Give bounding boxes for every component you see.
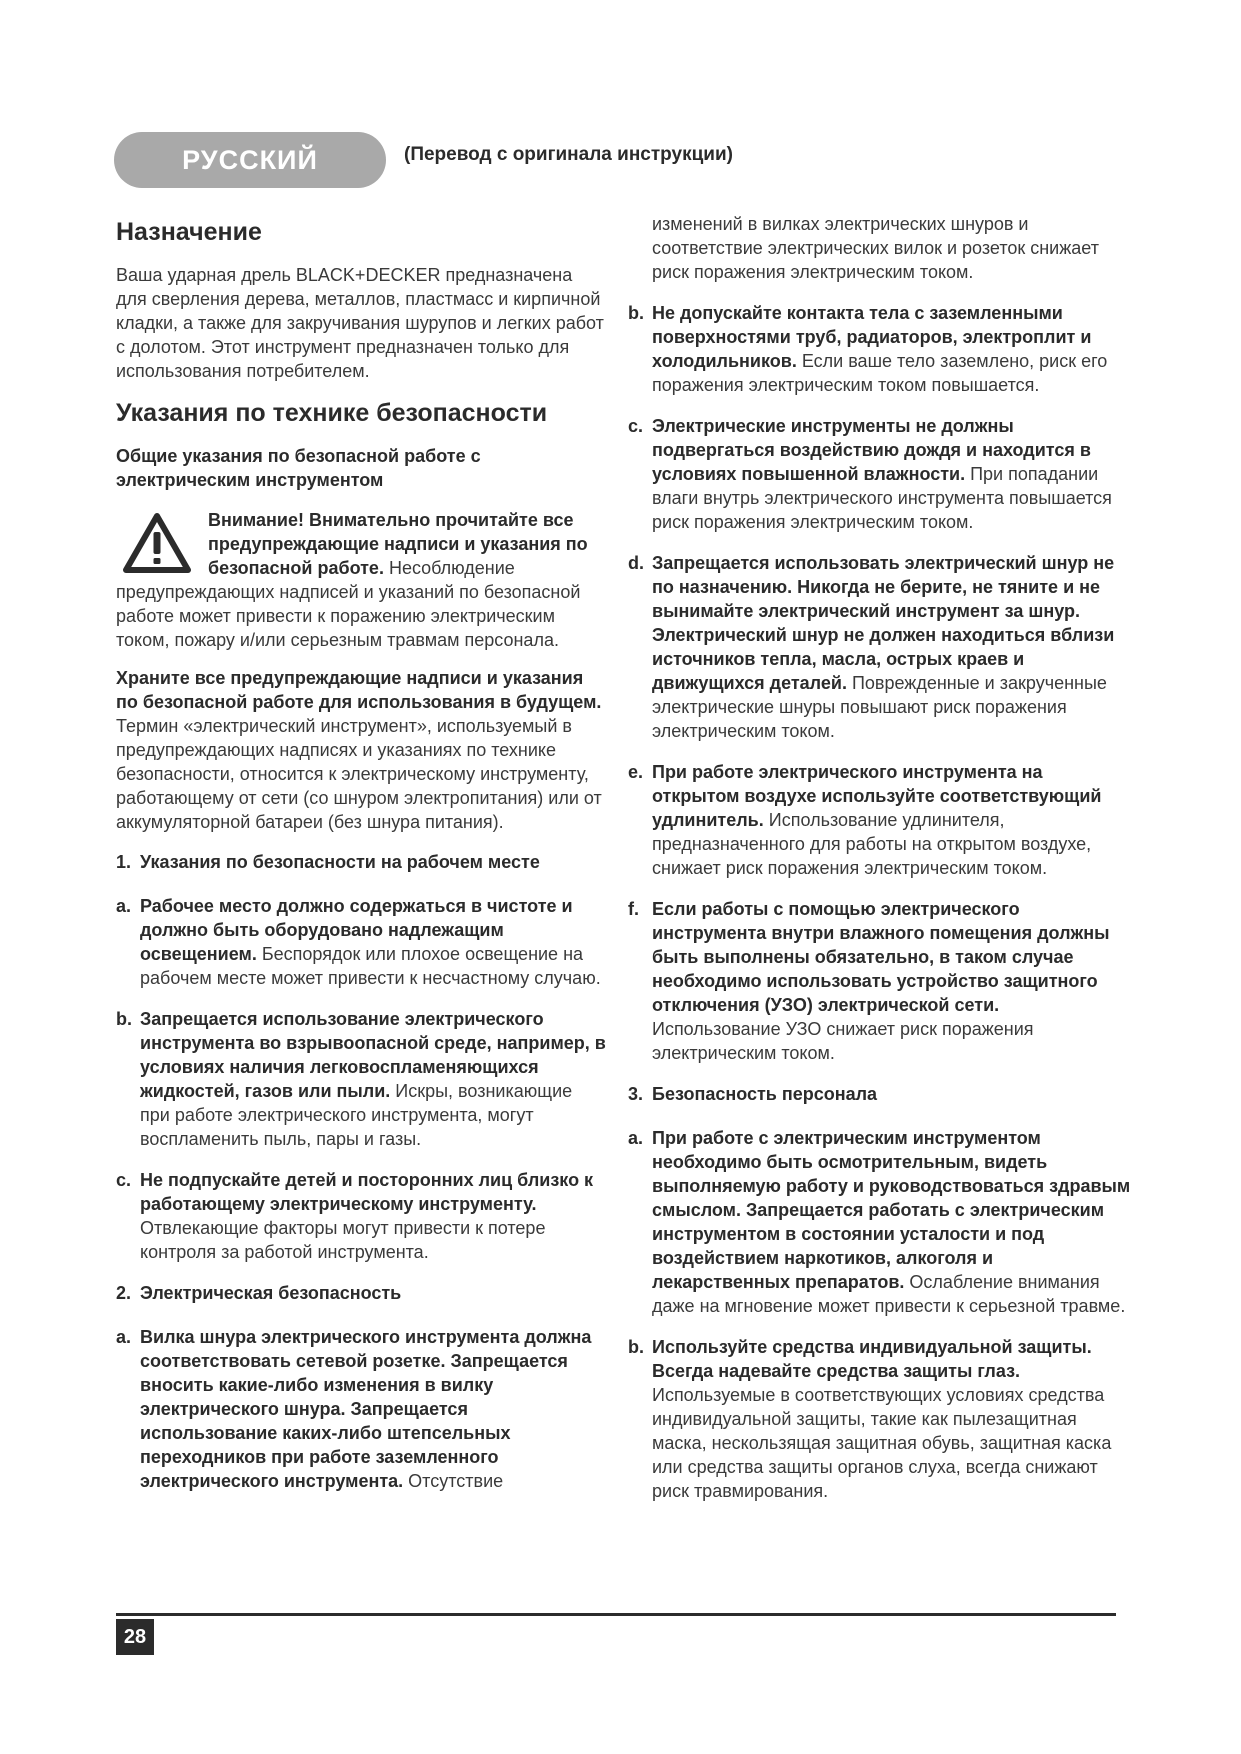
language-badge xyxy=(114,132,386,188)
list-item xyxy=(628,414,1131,534)
translation-note: (Перевод с оригинала инструкции) xyxy=(404,144,733,165)
list-item xyxy=(628,897,1131,1065)
page-number: 28 xyxy=(116,1619,154,1655)
list-item xyxy=(116,1325,606,1493)
section-3-title: Безопасность персонала xyxy=(652,1084,878,1104)
item-bold-text: Если работы с помощью электрического инструмента внутри влажного помещения должны быть выполнены обязательно, в таком случае необходимо использовать устройство защитного отключения (УЗО) электрической сети. xyxy=(652,899,1110,1015)
item-text: Отсутствие xyxy=(403,1471,504,1491)
section-1-title: Указания по безопасности на рабочем месте xyxy=(140,852,540,872)
warning-text: Несоблюдение предупреждающих надписей и указаний по безопасной работе может привести к поражению электрическим током, пожару и/или серьезным травмам персонала. xyxy=(116,558,581,650)
section-3-number: 3. xyxy=(628,1084,644,1104)
item-text: Беспорядок или плохое освещение на рабочем месте может привести к несчастному случаю. xyxy=(140,944,601,988)
item-bold-text: Рабочее место должно содержаться в чистоте и должно быть оборудовано надлежащим освещением. xyxy=(140,896,573,964)
section-2-heading xyxy=(116,1281,606,1305)
list-item xyxy=(116,1168,606,1264)
language-label: РУССКИЙ xyxy=(182,144,318,175)
left-column xyxy=(116,206,606,1510)
list-marker: f. xyxy=(628,899,639,919)
list-item xyxy=(628,551,1131,743)
item-bold-text: Не подпускайте детей и посторонних лиц близко к работающему электрическому инструменту. xyxy=(140,1170,594,1214)
item-bold-text: Вилка шнура электрического инструмента должна соответствовать сетевой розетке. Запрещается вносить какие-либо изменения в вилку электрического шнура. Запрещается использование каких-либо штепсельных переходников при работе заземленного электрического инструмента. xyxy=(140,1327,592,1491)
item-text: Ослабление внимания даже на мгновение может привести к серьезной травме. xyxy=(652,1272,1126,1316)
keep-text: Термин «электрический инструмент», используемый в предупреждающих надписях и указаниях по технике безопасности, относится к электрическому инструменту, работающему от сети (со шнуром электропитания) или от аккумуляторной батареи (без шнура питания). xyxy=(116,716,602,832)
warning-bold-text: Внимание! Внимательно прочитайте все предупреждающие надписи и указания по безопасной работе. xyxy=(208,510,588,578)
safety-heading: Указания по технике безопасности xyxy=(116,399,548,427)
section-3-heading xyxy=(628,1082,1131,1106)
item-text: Поврежденные и закрученные электрические шнуры повышают риск поражения электрическим током. xyxy=(652,673,1107,741)
list-item xyxy=(628,1335,1131,1503)
list-marker: a. xyxy=(116,896,132,916)
warning-triangle-icon xyxy=(122,512,192,574)
section-2-title: Электрическая безопасность xyxy=(140,1283,402,1303)
item-bold-text: Не допускайте контакта тела с заземленными поверхностями труб, радиаторов, электроплит и холодильников. xyxy=(652,303,1092,371)
item-bold-text: Электрические инструменты не должны подвергаться воздействию дождя и находится в условиях повышенной влажности. xyxy=(652,416,1091,484)
list-item xyxy=(628,301,1131,397)
continuation-text: изменений в вилках электрических шнуров и соответствие электрических вилок и розеток снижает риск поражения электрическим током. xyxy=(652,214,1099,282)
list-marker: e. xyxy=(628,762,644,782)
item-bold-text: Запрещается использовать электрический шнур не по назначению. Никогда не берите, не тяните и не вынимайте электрический инструмент за шнур. Электрический шнур не должен находиться вблизи источников тепла, масла, острых краев и движущихся деталей. xyxy=(652,553,1115,693)
section-2-number: 2. xyxy=(116,1283,132,1303)
list-marker: a. xyxy=(628,1128,644,1148)
item-bold-text: Используйте средства индивидуальной защиты. Всегда надевайте средства защиты глаз. xyxy=(652,1337,1092,1381)
item-text: Использование УЗО снижает риск поражения электрическим током. xyxy=(652,1019,1034,1063)
keep-bold-text: Храните все предупреждающие надписи и указания по безопасной работе для использования в будущем. xyxy=(116,668,602,712)
continuation-paragraph xyxy=(628,212,1131,284)
item-bold-text: При работе с электрическим инструментом необходимо быть осмотрительным, видеть выполняемую работу и руководствоваться здравым смыслом. Запрещается работать с электрическим инструментом в состоянии усталости и под воздействием наркотиков, алкоголя и лекарственных препаратов. xyxy=(652,1128,1131,1292)
list-item xyxy=(628,760,1131,880)
item-bold-text: При работе электрического инструмента на открытом воздухе используйте соответствующий удлинитель. xyxy=(652,762,1102,830)
list-marker: c. xyxy=(628,416,644,436)
item-bold-text: Запрещается использование электрического инструмента во взрывоопасной среде, например, в условиях наличия легковоспламеняющихся жидкостей, газов или пыли. xyxy=(140,1009,606,1101)
section-1-number: 1. xyxy=(116,852,132,872)
item-text: Если ваше тело заземлено, риск его поражения электрическим током повышается. xyxy=(652,351,1108,395)
list-marker: d. xyxy=(628,553,644,573)
general-safety-subheading: Общие указания по безопасной работе с электрическим инструментом xyxy=(116,446,481,490)
list-item xyxy=(116,894,606,990)
section-1-heading xyxy=(116,850,606,874)
right-column xyxy=(628,212,1131,1520)
list-item xyxy=(628,1126,1131,1318)
list-marker: b. xyxy=(116,1009,132,1029)
list-marker: b. xyxy=(628,303,644,323)
item-text: Искры, возникающие при работе электрического инструмента, могут воспламенить пыль, пары и газы. xyxy=(140,1081,573,1149)
purpose-heading: Назначение xyxy=(116,218,262,246)
footer-divider xyxy=(116,1613,1116,1616)
list-marker: b. xyxy=(628,1337,644,1357)
keep-instructions-paragraph xyxy=(116,666,606,834)
list-item xyxy=(116,1007,606,1151)
item-text: Используемые в соответствующих условиях средства индивидуальной защиты, такие как пылезащитная маска, нескользящая защитная обувь, защитная каска или средства защиты органов слуха, всегда снижают риск травмирования. xyxy=(652,1385,1112,1501)
purpose-paragraph: Ваша ударная дрель BLACK+DECKER предназначена для сверления дерева, металлов, пластмасс и кирпичной кладки, а также для закручивания шурупов и легких работ с долотом. Этот инструмент предназначен только для использования потребителем. xyxy=(116,265,604,381)
list-marker: c. xyxy=(116,1170,132,1190)
item-text: При попадании влаги внутрь электрического инструмента повышается риск поражения электрическим током. xyxy=(652,464,1112,532)
item-text: Использование удлинителя, предназначенного для работы на открытом воздухе, снижает риск поражения электрическим током. xyxy=(652,810,1092,878)
item-text: Отвлекающие факторы могут привести к потере контроля за работой инструмента. xyxy=(140,1218,546,1262)
list-marker: a. xyxy=(116,1327,132,1347)
warning-block xyxy=(116,508,606,652)
